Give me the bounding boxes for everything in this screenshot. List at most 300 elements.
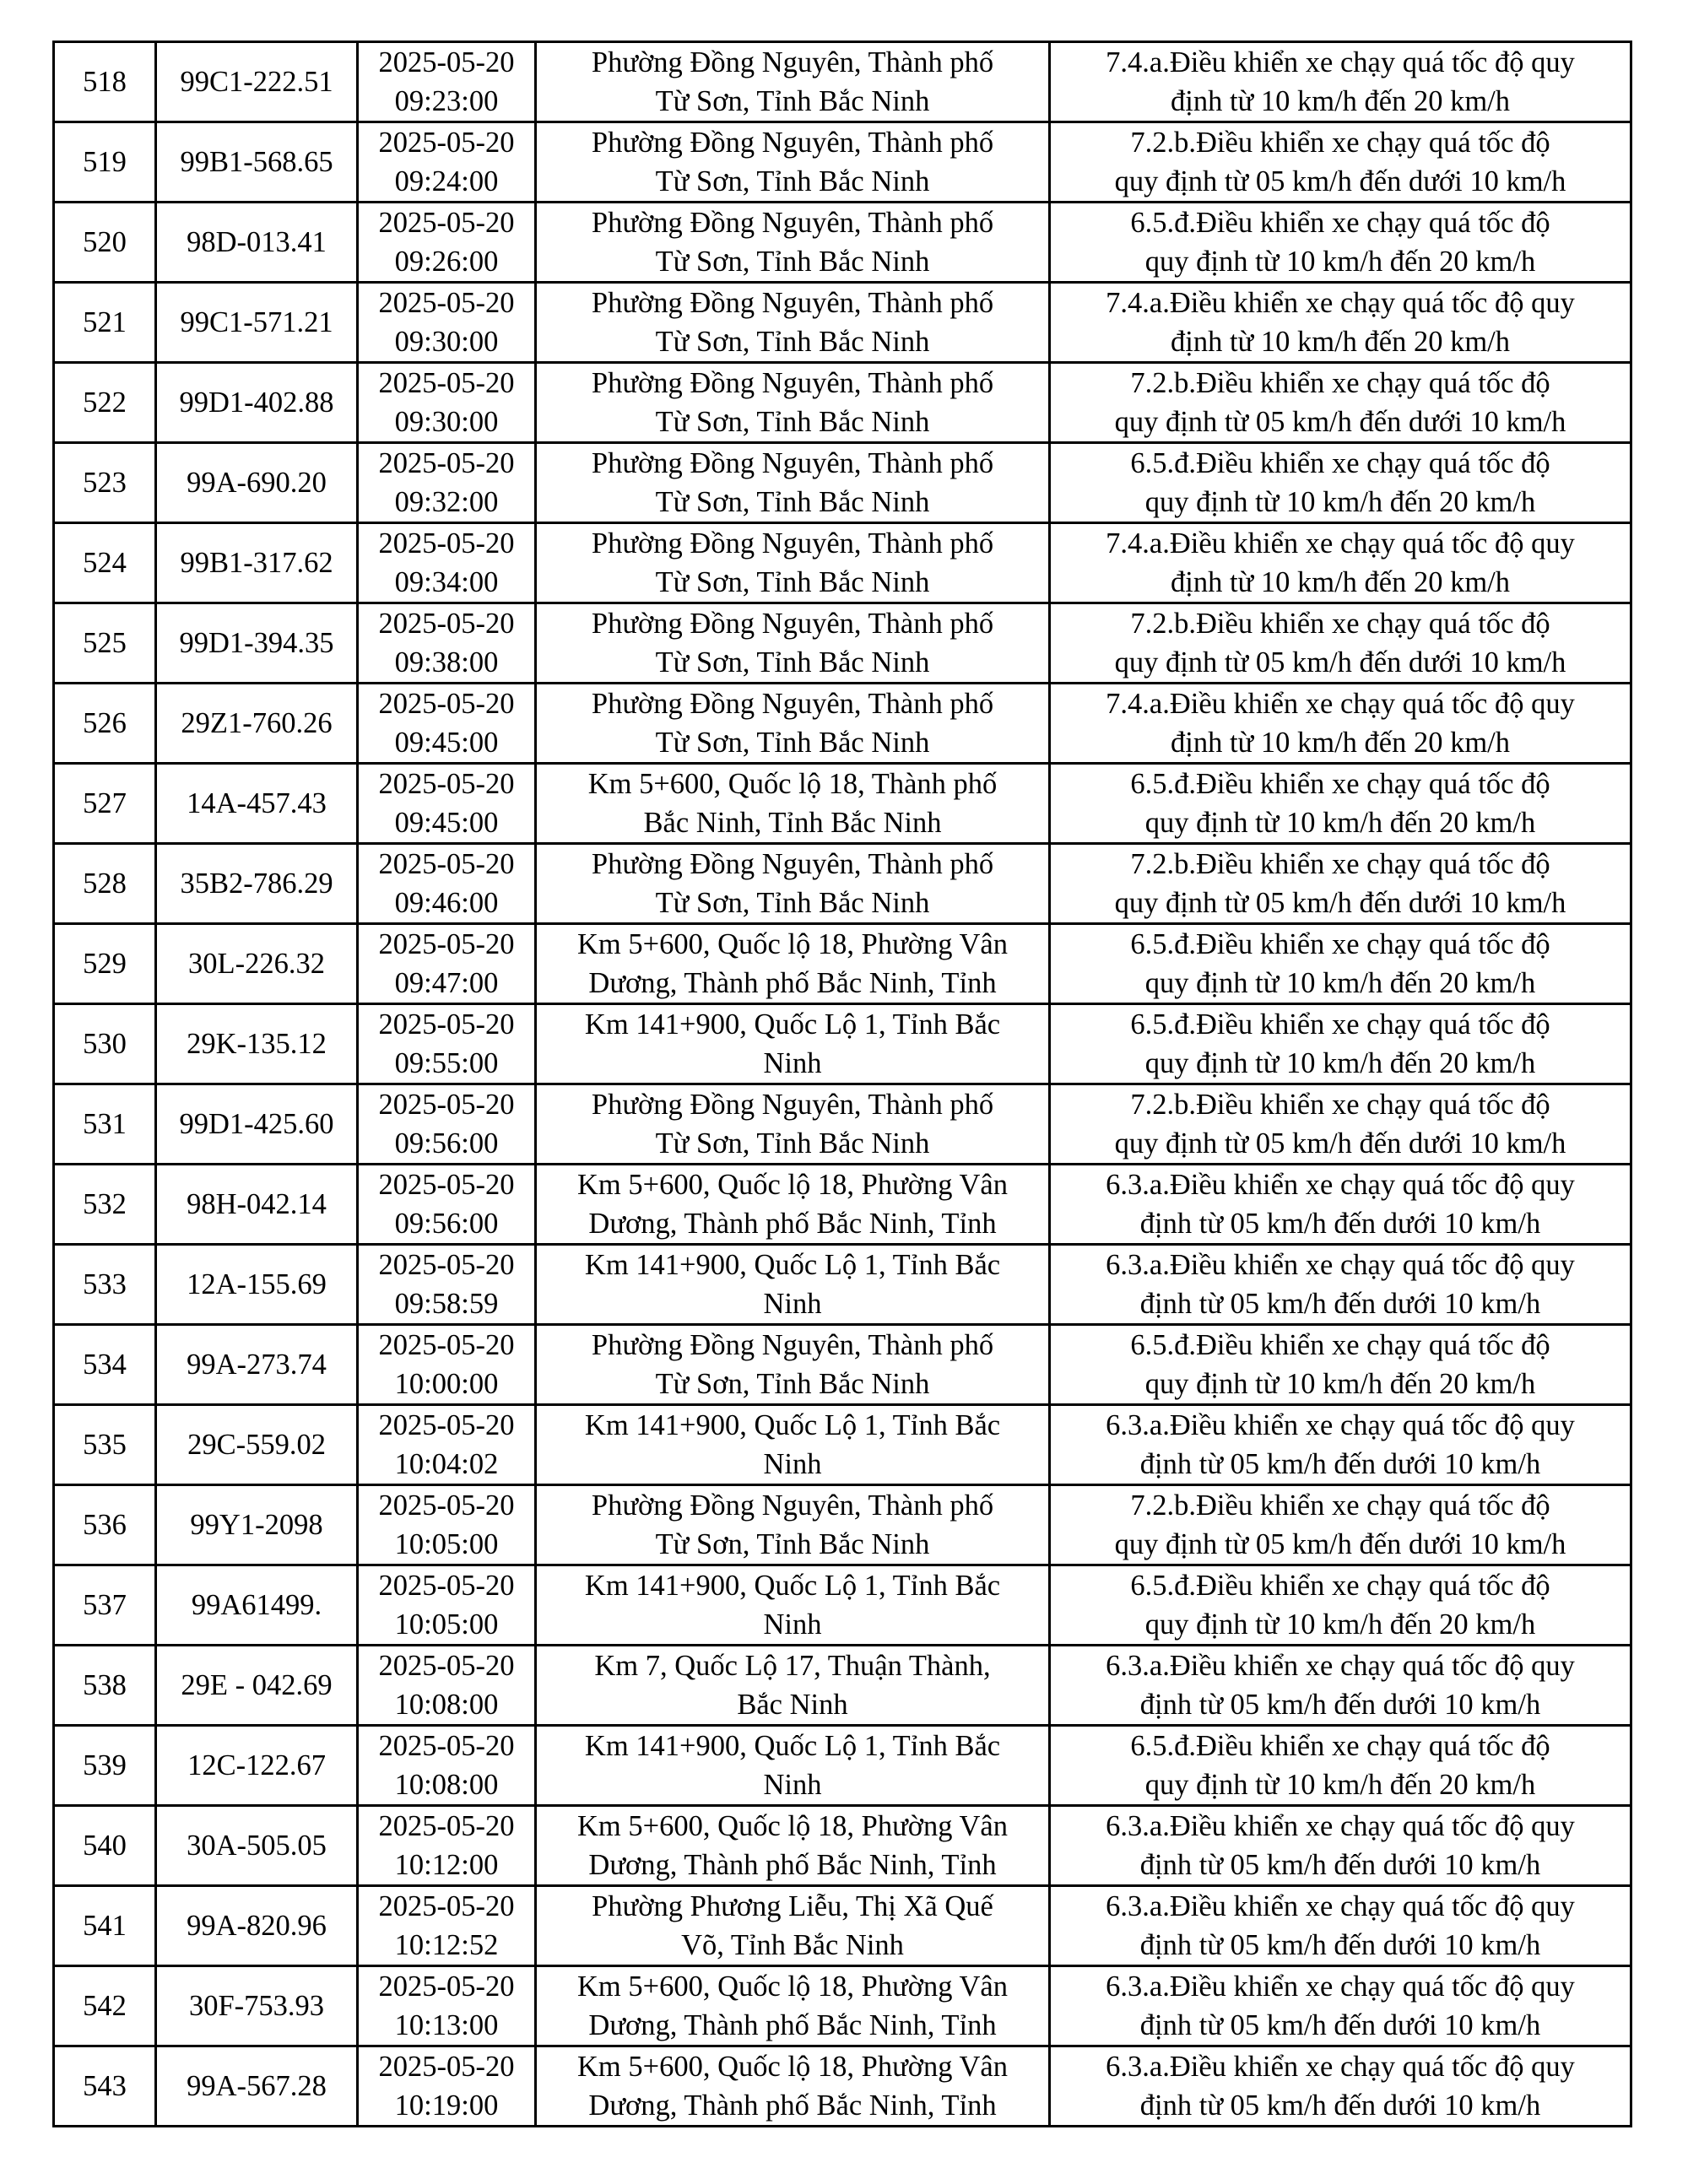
datetime-block [360,2047,533,2125]
datetime-cell [358,1405,536,1485]
violation-cell [1050,1565,1631,1646]
datetime-block [360,1486,533,1564]
location-block [538,1967,1047,2045]
location-line: Từ Sơn, Tỉnh Bắc Ninh [655,887,930,919]
plate-cell [156,443,358,523]
violation-line: 6.5.đ.Điều khiển xe chạy quá tốc độ [1130,1570,1550,1602]
table-row [54,684,1631,764]
violation-cell [1050,1886,1631,1966]
datetime-cell [358,1565,536,1646]
row-number-cell [54,283,156,363]
location-block [538,1887,1047,1965]
violation-date: 2025-05-20 [378,1970,515,2003]
location-line: Km 141+900, Quốc Lộ 1, Tỉnh Bắc [584,1409,1001,1441]
violation-cell [1050,1405,1631,1485]
datetime-block [360,1967,533,2045]
violation-date: 2025-05-20 [378,287,515,319]
location-cell [536,1806,1050,1886]
violation-line: 7.4.a.Điều khiển xe chạy quá tốc độ quy [1106,287,1575,319]
row-number-cell [54,122,156,203]
row-number-cell [54,1084,156,1165]
row-number-cell [54,443,156,523]
location-line: Ninh [763,1608,822,1641]
violation-line: 6.5.đ.Điều khiển xe chạy quá tốc độ [1130,1008,1550,1041]
violation-cell [1050,1726,1631,1806]
violation-line: quy định từ 05 km/h đến dưới 10 km/h [1114,887,1566,919]
row-number: 519 [83,146,127,178]
violation-line: 6.5.đ.Điều khiển xe chạy quá tốc độ [1130,768,1550,800]
violation-line: quy định từ 10 km/h đến 20 km/h [1144,967,1536,999]
location-line: Km 141+900, Quốc Lộ 1, Tỉnh Bắc [584,1730,1001,1762]
row-number: 527 [83,787,127,819]
plate-cell [156,283,358,363]
violation-block [1052,203,1628,281]
location-line: Từ Sơn, Tỉnh Bắc Ninh [655,727,930,759]
datetime-block [360,1887,533,1965]
row-number: 523 [83,467,127,499]
violation-line: 7.4.a.Điều khiển xe chạy quá tốc độ quy [1106,46,1575,78]
location-cell [536,684,1050,764]
violation-cell [1050,122,1631,203]
violation-time: 09:47:00 [394,967,499,999]
violation-line: định từ 10 km/h đến 20 km/h [1170,326,1511,358]
datetime-cell [358,844,536,924]
datetime-block [360,1246,533,1323]
row-number: 520 [83,226,127,258]
table-row [54,2046,1631,2127]
location-cell [536,1886,1050,1966]
row-number: 541 [83,1910,127,1942]
violation-block [1052,1246,1628,1323]
location-line: Từ Sơn, Tỉnh Bắc Ninh [655,1127,930,1160]
row-number-cell [54,684,156,764]
table-row [54,924,1631,1004]
datetime-cell [358,603,536,684]
violation-line: 6.5.đ.Điều khiển xe chạy quá tốc độ [1130,207,1550,239]
table-row [54,1726,1631,1806]
violation-line: 6.5.đ.Điều khiển xe chạy quá tốc độ [1130,928,1550,960]
violation-date: 2025-05-20 [378,768,515,800]
violation-date: 2025-05-20 [378,1249,515,1281]
violation-cell [1050,523,1631,603]
license-plate: 98D-013.41 [187,226,327,258]
violation-line: 7.4.a.Điều khiển xe chạy quá tốc độ quy [1106,527,1575,560]
location-line: Dương, Thành phố Bắc Ninh, Tỉnh [588,2009,997,2041]
location-block [538,123,1047,201]
license-plate: 29C-559.02 [187,1429,326,1461]
plate-cell [156,122,358,203]
location-block [538,524,1047,602]
violation-line: quy định từ 10 km/h đến 20 km/h [1144,1608,1536,1641]
location-line: Phường Đồng Nguyên, Thành phố [591,608,994,640]
license-plate: 30A-505.05 [187,1830,327,1862]
violation-line: quy định từ 05 km/h đến dưới 10 km/h [1114,1127,1566,1160]
violation-block [1052,684,1628,762]
location-block [538,1246,1047,1323]
violation-date: 2025-05-20 [378,2051,515,2083]
violation-date: 2025-05-20 [378,46,515,78]
location-cell [536,523,1050,603]
license-plate: 99C1-571.21 [180,306,333,338]
violation-line: 6.3.a.Điều khiển xe chạy quá tốc độ quy [1106,1810,1575,1842]
violation-line: 6.5.đ.Điều khiển xe chạy quá tốc độ [1130,447,1550,479]
row-number-cell [54,844,156,924]
license-plate: 99A-567.28 [187,2070,327,2102]
violation-block [1052,1406,1628,1484]
location-block [538,845,1047,922]
location-line: Dương, Thành phố Bắc Ninh, Tỉnh [588,1849,997,1881]
violation-line: quy định từ 10 km/h đến 20 km/h [1144,1769,1536,1801]
violation-cell [1050,42,1631,122]
violation-line: quy định từ 10 km/h đến 20 km/h [1144,486,1536,518]
table-row [54,122,1631,203]
datetime-cell [358,1726,536,1806]
violation-line: định từ 05 km/h đến dưới 10 km/h [1139,1448,1541,1480]
location-cell [536,1084,1050,1165]
location-line: Phường Đồng Nguyên, Thành phố [591,447,994,479]
table-row [54,764,1631,844]
datetime-cell [358,1886,536,1966]
violation-time: 10:05:00 [394,1608,499,1641]
violation-time: 10:00:00 [394,1368,499,1400]
license-plate: 30F-753.93 [188,1990,325,2022]
datetime-cell [358,1004,536,1084]
location-cell [536,443,1050,523]
table-row [54,1325,1631,1405]
violation-date: 2025-05-20 [378,367,515,399]
table-row [54,1646,1631,1726]
datetime-block [360,604,533,682]
violation-date: 2025-05-20 [378,1810,515,1842]
row-number-cell [54,1966,156,2046]
location-line: Phường Đồng Nguyên, Thành phố [591,1329,994,1361]
violation-line: 7.2.b.Điều khiển xe chạy quá tốc độ [1130,608,1550,640]
location-line: Phường Đồng Nguyên, Thành phố [591,46,994,78]
datetime-cell [358,2046,536,2127]
table-row [54,1966,1631,2046]
plate-cell [156,603,358,684]
plate-cell [156,684,358,764]
datetime-cell [358,1245,536,1325]
license-plate: 99D1-402.88 [179,387,334,419]
location-block [538,444,1047,522]
license-plate: 29E - 042.69 [181,1669,333,1701]
violation-date: 2025-05-20 [378,848,515,880]
row-number: 537 [83,1589,127,1621]
datetime-cell [358,1165,536,1245]
location-line: Km 5+600, Quốc lộ 18, Phường Vân [576,928,1008,960]
plate-cell [156,42,358,122]
violation-block [1052,1566,1628,1644]
location-line: Phường Đồng Nguyên, Thành phố [591,688,994,720]
location-line: Từ Sơn, Tỉnh Bắc Ninh [655,566,930,598]
violation-time: 09:55:00 [394,1047,499,1079]
violation-block [1052,604,1628,682]
plate-cell [156,1004,358,1084]
row-number-cell [54,1806,156,1886]
violation-time: 10:04:02 [394,1448,499,1480]
violation-line: 6.3.a.Điều khiển xe chạy quá tốc độ quy [1106,1970,1575,2003]
datetime-block [360,1807,533,1884]
row-number-cell [54,1004,156,1084]
violation-line: 6.3.a.Điều khiển xe chạy quá tốc độ quy [1106,1409,1575,1441]
location-block [538,1005,1047,1083]
violation-block [1052,2047,1628,2125]
datetime-cell [358,523,536,603]
table-row [54,1565,1631,1646]
row-number: 518 [83,66,127,98]
violation-line: 7.4.a.Điều khiển xe chạy quá tốc độ quy [1106,688,1575,720]
table-row [54,1485,1631,1565]
location-cell [536,2046,1050,2127]
datetime-block [360,203,533,281]
violation-cell [1050,1245,1631,1325]
violation-date: 2025-05-20 [378,608,515,640]
location-block [538,1326,1047,1403]
violation-block [1052,1085,1628,1163]
row-number: 526 [83,707,127,739]
location-block [538,1807,1047,1884]
violation-cell [1050,1966,1631,2046]
plate-cell [156,764,358,844]
location-line: Phường Đồng Nguyên, Thành phố [591,287,994,319]
datetime-block [360,524,533,602]
location-line: Phường Đồng Nguyên, Thành phố [591,848,994,880]
violation-time: 09:32:00 [394,486,499,518]
row-number: 538 [83,1669,127,1701]
violation-time: 09:38:00 [394,646,499,678]
violation-line: 7.2.b.Điều khiển xe chạy quá tốc độ [1130,848,1550,880]
location-line: Từ Sơn, Tỉnh Bắc Ninh [655,165,930,197]
plate-cell [156,1084,358,1165]
location-block [538,1646,1047,1724]
violation-date: 2025-05-20 [378,1570,515,1602]
location-line: Km 141+900, Quốc Lộ 1, Tỉnh Bắc [584,1249,1001,1281]
datetime-block [360,1085,533,1163]
row-number-cell [54,1485,156,1565]
datetime-cell [358,1646,536,1726]
violation-cell [1050,2046,1631,2127]
table-row [54,1886,1631,1966]
location-cell [536,1405,1050,1485]
plate-cell [156,1405,358,1485]
location-block [538,604,1047,682]
violation-line: quy định từ 10 km/h đến 20 km/h [1144,246,1536,278]
plate-cell [156,1966,358,2046]
datetime-cell [358,203,536,283]
datetime-cell [358,443,536,523]
plate-cell [156,1165,358,1245]
row-number: 536 [83,1509,127,1541]
violation-cell [1050,764,1631,844]
datetime-cell [358,363,536,443]
violation-line: định từ 05 km/h đến dưới 10 km/h [1139,2009,1541,2041]
violation-line: quy định từ 10 km/h đến 20 km/h [1144,1368,1536,1400]
row-number-cell [54,203,156,283]
location-line: Dương, Thành phố Bắc Ninh, Tỉnh [588,2089,997,2122]
violation-date: 2025-05-20 [378,1409,515,1441]
violation-line: quy định từ 05 km/h đến dưới 10 km/h [1114,1528,1566,1560]
license-plate: 29K-135.12 [187,1028,327,1060]
row-number: 522 [83,387,127,419]
location-block [538,203,1047,281]
location-cell [536,844,1050,924]
row-number: 529 [83,948,127,980]
license-plate: 99Y1-2098 [190,1509,323,1541]
violation-block [1052,364,1628,441]
violation-line: định từ 05 km/h đến dưới 10 km/h [1139,1288,1541,1320]
row-number-cell [54,1245,156,1325]
row-number-cell [54,1405,156,1485]
datetime-cell [358,684,536,764]
location-line: Km 5+600, Quốc lộ 18, Phường Vân [576,1169,1008,1201]
location-line: Ninh [763,1448,822,1480]
row-number-cell [54,2046,156,2127]
violation-time: 10:12:52 [394,1929,499,1961]
violation-cell [1050,443,1631,523]
violation-cell [1050,684,1631,764]
plate-cell [156,1245,358,1325]
location-line: Từ Sơn, Tỉnh Bắc Ninh [655,246,930,278]
datetime-cell [358,1485,536,1565]
violation-line: 7.2.b.Điều khiển xe chạy quá tốc độ [1130,1489,1550,1522]
datetime-cell [358,1325,536,1405]
location-block [538,1486,1047,1564]
table-row [54,1806,1631,1886]
violation-block [1052,1326,1628,1403]
license-plate: 29Z1-760.26 [181,707,333,739]
row-number-cell [54,1726,156,1806]
row-number-cell [54,523,156,603]
violation-time: 10:13:00 [394,2009,499,2041]
violation-line: 6.3.a.Điều khiển xe chạy quá tốc độ quy [1106,1249,1575,1281]
violation-time: 09:46:00 [394,887,499,919]
location-block [538,925,1047,1003]
row-number-cell [54,1565,156,1646]
location-line: Phường Đồng Nguyên, Thành phố [591,367,994,399]
location-line: Km 5+600, Quốc lộ 18, Thành phố [587,768,998,800]
violation-block [1052,925,1628,1003]
plate-cell [156,1325,358,1405]
row-number: 542 [83,1990,127,2022]
table-row [54,283,1631,363]
table-row [54,844,1631,924]
datetime-block [360,1406,533,1484]
location-line: Từ Sơn, Tỉnh Bắc Ninh [655,646,930,678]
license-plate: 98H-042.14 [187,1188,327,1220]
violation-block [1052,1967,1628,2045]
violation-block [1052,765,1628,842]
violation-block [1052,1887,1628,1965]
license-plate: 99D1-425.60 [179,1108,334,1140]
location-cell [536,924,1050,1004]
violation-time: 10:12:00 [394,1849,499,1881]
violation-time: 09:23:00 [394,85,499,117]
datetime-cell [358,1966,536,2046]
location-line: Ninh [763,1769,822,1801]
violation-block [1052,1005,1628,1083]
location-line: Phường Đồng Nguyên, Thành phố [591,207,994,239]
violation-block [1052,1486,1628,1564]
location-block [538,765,1047,842]
location-line: Phường Phương Liễu, Thị Xã Quế [592,1890,993,1922]
datetime-block [360,444,533,522]
location-cell [536,363,1050,443]
row-number: 524 [83,547,127,579]
violation-date: 2025-05-20 [378,1730,515,1762]
plate-cell [156,1886,358,1966]
location-cell [536,42,1050,122]
violation-cell [1050,203,1631,283]
location-line: Ninh [763,1047,822,1079]
violation-date: 2025-05-20 [378,527,515,560]
violation-date: 2025-05-20 [378,1169,515,1201]
row-number: 532 [83,1188,127,1220]
violation-date: 2025-05-20 [378,1008,515,1041]
location-block [538,1165,1047,1243]
plate-cell [156,2046,358,2127]
violation-block [1052,284,1628,361]
table-row [54,523,1631,603]
row-number: 531 [83,1108,127,1140]
location-block [538,1566,1047,1644]
violation-line: quy định từ 05 km/h đến dưới 10 km/h [1114,165,1566,197]
violation-time: 09:30:00 [394,326,499,358]
location-line: Dương, Thành phố Bắc Ninh, Tỉnh [588,1208,997,1240]
license-plate: 35B2-786.29 [180,868,333,900]
table-row [54,1405,1631,1485]
location-line: Phường Đồng Nguyên, Thành phố [591,1089,994,1121]
datetime-block [360,765,533,842]
violation-date: 2025-05-20 [378,447,515,479]
license-plate: 14A-457.43 [187,787,327,819]
location-block [538,1727,1047,1804]
table-row [54,603,1631,684]
row-number: 540 [83,1830,127,1862]
plate-cell [156,1726,358,1806]
violation-line: định từ 05 km/h đến dưới 10 km/h [1139,1689,1541,1721]
datetime-block [360,123,533,201]
violation-cell [1050,1084,1631,1165]
violation-date: 2025-05-20 [378,1890,515,1922]
location-block [538,684,1047,762]
datetime-cell [358,764,536,844]
violation-time: 09:30:00 [394,406,499,438]
violation-date: 2025-05-20 [378,1489,515,1522]
license-plate: 99B1-317.62 [180,547,333,579]
location-line: Phường Đồng Nguyên, Thành phố [591,1489,994,1522]
violation-time: 09:56:00 [394,1127,499,1160]
row-number: 528 [83,868,127,900]
violation-cell [1050,924,1631,1004]
plate-cell [156,924,358,1004]
table-row [54,42,1631,122]
location-cell [536,1004,1050,1084]
violation-date: 2025-05-20 [378,127,515,159]
table-row [54,1004,1631,1084]
location-line: Dương, Thành phố Bắc Ninh, Tỉnh [588,967,997,999]
table-row [54,1165,1631,1245]
location-line: Km 7, Quốc Lộ 17, Thuận Thành, [594,1650,991,1682]
violation-time: 09:45:00 [394,807,499,839]
violation-cell [1050,1325,1631,1405]
violation-time: 09:56:00 [394,1208,499,1240]
location-cell [536,1966,1050,2046]
violation-date: 2025-05-20 [378,1650,515,1682]
location-cell [536,1165,1050,1245]
datetime-block [360,925,533,1003]
violation-line: định từ 05 km/h đến dưới 10 km/h [1139,1849,1541,1881]
